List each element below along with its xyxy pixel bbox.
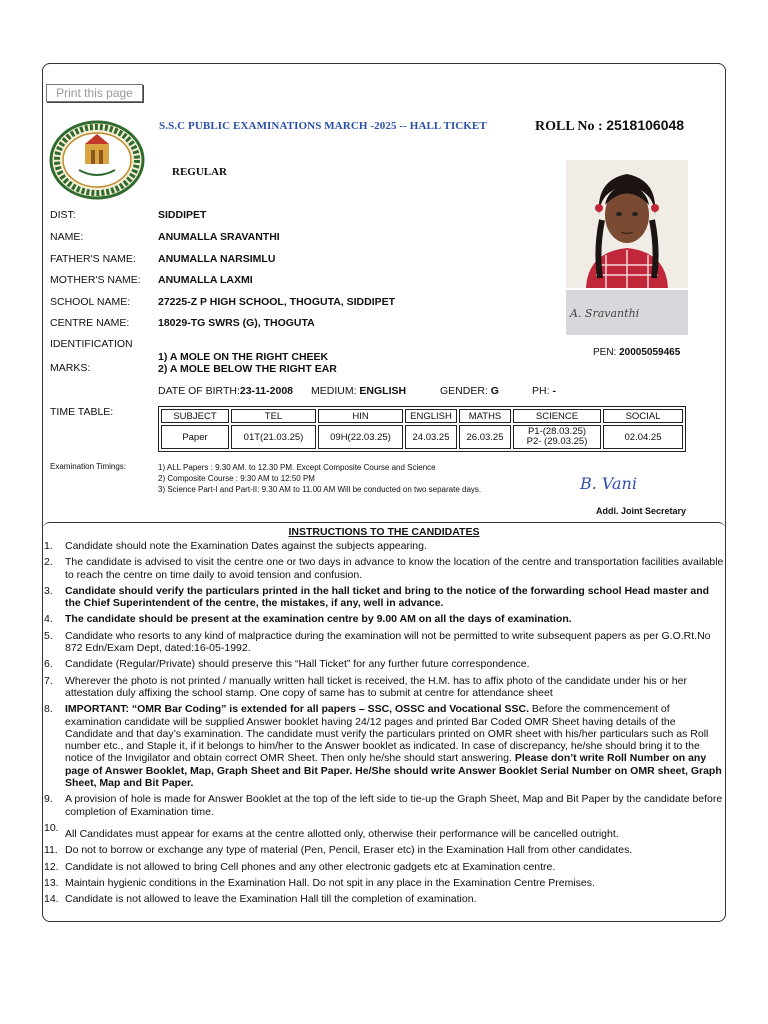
examination-timings-label: Examination Timings: <box>50 462 127 471</box>
gender-label: GENDER: <box>440 385 488 397</box>
roll-number <box>535 117 684 135</box>
tt-header-science: SCIENCE <box>513 409 601 423</box>
instruction-item: 12. Candidate is not allowed to bring Cell phones and any other electronic gadgets etc at Examination centre. <box>44 861 724 873</box>
candidate-photo <box>566 160 688 288</box>
secretary-signature-text: B. Vani <box>580 474 637 493</box>
instruction-item: 10. All Candidates must appear for exams at the centre allotted only, otherwise their performance will be cancelled outright. <box>44 822 724 840</box>
instruction-item: 2. The candidate is advised to visit the centre one or two days in advance to know the location of the centre and transportation facilities available to reach the centre on time daily to avoid tension and confusion. <box>44 556 724 581</box>
instructions-title: INSTRUCTIONS TO THE CANDIDATES <box>288 526 480 538</box>
instructions-list <box>44 540 724 909</box>
centre-name-label: CENTRE NAME: <box>50 317 130 329</box>
examination-timings <box>158 462 481 495</box>
instruction-text: Candidate should verify the particulars printed in the hall ticket and bring to the notice of the forwarding school Head master and the Chief Superintendent of the centre, the mistakes, if any, well in advance. <box>65 584 710 610</box>
secretary-signature-icon <box>578 465 688 499</box>
centre-name-value: 18029-TG SWRS (G), THOGUTA <box>158 317 315 329</box>
identification-mark-2: 2) A MOLE BELOW THE RIGHT EAR <box>158 363 337 375</box>
dob <box>158 385 293 397</box>
instruction-item: 9. A provision of hole is made for Answer Booklet at the top of the left side to tie-up the Graph Sheet, Map and Bit Paper by the candidate before completion of Examination time. <box>44 793 723 818</box>
father-name-label: FATHER'S NAME: <box>50 253 136 265</box>
mother-name-label: MOTHER'S NAME: <box>50 274 141 286</box>
tt-hin: 09H(22.03.25) <box>318 425 403 449</box>
mother-name-value: ANUMALLA LAXMI <box>158 274 253 286</box>
print-page-button[interactable]: Print this page <box>46 84 143 102</box>
name-value: ANUMALLA SRAVANTHI <box>158 231 280 243</box>
marks-label: MARKS: <box>50 362 91 374</box>
instruction-text: Wherever the photo is not printed / manually written hall ticket is received, the H.M. has to affix photo of the candidate under his or her attestation duly affixing the school stamp. One copy of same has to submit at centre for attendance sheet <box>65 674 687 699</box>
instruction-item: 13. Maintain hygienic conditions in the Examination Hall. Do not spit in any place in the Examination Centre Premises. <box>44 877 724 889</box>
instruction-item: 7. Wherever the photo is not printed / manually written hall ticket is received, the H.M. has to affix photo of the candidate under his or her attestation duly affixing the school stamp. One copy of same has to submit at centre for attendance sheet <box>44 675 724 700</box>
school-name-label: SCHOOL NAME: <box>50 296 131 308</box>
instruction-text: Candidate is not allowed to leave the Examination Hall till the completion of examination. <box>65 893 477 906</box>
medium-label: MEDIUM: <box>311 385 357 397</box>
father-name-value: ANUMALLA NARSIMLU <box>158 253 276 265</box>
instruction-text: Maintain hygienic conditions in the Examination Hall. Do not spit in any place in the Examination Centre Premises. <box>65 876 595 889</box>
instruction-important: IMPORTANT: “OMR Bar Coding” is extended for all papers – SSC, OSSC and Vocational SSC. <box>65 703 530 716</box>
instruction-item: 5. Candidate who resorts to any kind of malpractice during the examination will not be permitted to write subsequent papers as per G.O.Rt.No 872 Edn/Exam Dept, dated:16-05-1992. <box>44 630 724 655</box>
timing-line-2: 2) Composite Course : 9:30 AM to 12:50 PM <box>158 474 315 483</box>
instruction-text <box>65 703 724 789</box>
tt-maths: 26.03.25 <box>459 425 511 449</box>
time-table <box>158 406 686 452</box>
identification-label: IDENTIFICATION <box>50 338 133 350</box>
candidate-category: REGULAR <box>172 166 228 178</box>
candidate-signature-icon <box>566 290 688 335</box>
gender <box>440 385 499 397</box>
tt-tel: 01T(21.03.25) <box>231 425 316 449</box>
medium <box>311 385 406 397</box>
exam-title: S.S.C PUBLIC EXAMINATIONS MARCH -2025 -- HALL TICKET <box>159 120 487 132</box>
pen-value: 20005059465 <box>619 347 681 358</box>
name-label: NAME: <box>50 231 84 243</box>
instruction-body: Before the commencement of examination candidate will be supplied Answer booklet having 24/12 pages and printed Bar Coded OMR Sheet having details of the Candidate and that day’s examination. The candidate must verify the particulars printed on OMR sheet with his/her particulars such as Roll number etc., and Staple it, if it belongs to him/her to the Answer booklet as indicated. In case of discrepancy, he/she should bring it to the notice of the Invigilator and obtain correct OMR Sheet. Then only he/she should start answering. <box>65 703 709 765</box>
tt-subject: Paper <box>161 425 229 449</box>
telangana-seal-icon <box>49 120 145 200</box>
medium-value: ENGLISH <box>359 385 407 397</box>
tt-header-social: SOCIAL <box>603 409 683 423</box>
instruction-item: 8. IMPORTANT: “OMR Bar Coding” is extended for all papers – SSC, OSSC and Vocational SSC. Before the commencement of examination candidate will be supplied Answer booklet having 24/12 pages and printed Bar Coded OMR Sheet having details of the Candidate and that day’s examination. The candidate must verify the particulars printed on OMR sheet with his/her particulars such as Roll number etc., and Staple it, if it belongs to him/her to the Answer booklet as indicated. In case of discrepancy, he/she should bring it to the notice of the Invigilator and obtain correct OMR Sheet. Then only he/she should start answering. Please don’t write Roll Number on any page of Answer Booklet, Map, Graph Sheet and Bit Paper. He/She should write Answer Booklet Serial Number on OMR sheet, Graph Sheet, Map and Bit Paper. <box>44 703 724 789</box>
timing-line-1: 1) ALL Papers : 9.30 AM. to 12.30 PM. Except Composite Course and Science <box>158 463 436 472</box>
tt-science <box>513 425 601 449</box>
tt-header-maths: MATHS <box>459 409 511 423</box>
instruction-item: 14. Candidate is not allowed to leave the Examination Hall till the completion of examination. <box>44 893 724 905</box>
roll-label: ROLL No : <box>535 119 603 134</box>
tt-header-tel: TEL <box>231 409 316 423</box>
identification-mark-1: 1) A MOLE ON THE RIGHT CHEEK <box>158 351 329 363</box>
dob-value: 23-11-2008 <box>239 385 294 397</box>
instruction-text: Candidate (Regular/Private) should preserve this “Hall Ticket” for any further future correspondence. <box>65 658 530 671</box>
time-table-header-row <box>161 409 683 423</box>
instruction-text: The candidate should be present at the examination centre by 9.00 AM on all the days of examination. <box>65 613 572 626</box>
dist-label: DIST: <box>50 209 76 221</box>
secretary-title: Addl. Joint Secretary <box>596 506 687 516</box>
instruction-text: Candidate should note the Examination Dates against the subjects appearing. <box>65 540 427 552</box>
instruction-item: 11. Do not to borrow or exchange any type of material (Pen, Pencil, Eraser etc) in the Examination Hall from other candidates. <box>44 844 724 856</box>
time-table-label: TIME TABLE: <box>50 406 114 418</box>
gender-value: G <box>490 385 499 397</box>
pen-number <box>593 347 680 358</box>
time-table-row <box>161 425 683 449</box>
instruction-text: Candidate is not allowed to bring Cell phones and any other electronic gadgets etc at Examination centre. <box>65 860 556 873</box>
instruction-text: All Candidates must appear for exams at the centre allotted only, otherwise their performance will be cancelled outright. <box>65 827 619 840</box>
pen-label: PEN: <box>593 347 617 358</box>
instruction-text: A provision of hole is made for Answer Booklet at the top of the left side to tie-up the Graph Sheet, Map and Bit Paper by the candidate before completion of Examination time. <box>65 793 723 818</box>
instruction-text: The candidate is advised to visit the centre one or two days in advance to know the location of the centre and transportation facilities available to reach the centre on time daily to avoid tension and confusion. <box>65 556 724 581</box>
instruction-item: 6. Candidate (Regular/Private) should preserve this “Hall Ticket” for any further future correspondence. <box>44 658 724 670</box>
ph-label: PH: <box>532 385 550 397</box>
tt-science-p1: P1-(28.03.25) <box>527 426 587 437</box>
ph-value: - <box>552 385 556 397</box>
instruction-item: 1. Candidate should note the Examination Dates against the subjects appearing. <box>44 540 724 552</box>
instruction-item: 3. Candidate should verify the particulars printed in the hall ticket and bring to the notice of the forwarding school Head master and the Chief Superintendent of the centre, the mistakes, if any, well in advance. <box>44 585 724 610</box>
instruction-text: Do not to borrow or exchange any type of material (Pen, Pencil, Eraser etc) in the Examination Hall from other candidates. <box>65 844 633 857</box>
timing-line-3: 3) Science Part-I and Part-II: 9.30 AM to 11.00 AM Will be conducted on two separate days. <box>158 485 482 494</box>
candidate-signature <box>566 290 688 335</box>
dist-value: SIDDIPET <box>158 209 207 221</box>
instruction-item: 4. The candidate should be present at the examination centre by 9.00 AM on all the days of examination. <box>44 613 724 625</box>
roll-value: 2518106048 <box>606 117 685 133</box>
tt-header-subject: SUBJECT <box>161 409 229 423</box>
tt-header-english: ENGLISH <box>405 409 457 423</box>
tt-header-hin: HIN <box>318 409 403 423</box>
tt-english: 24.03.25 <box>405 425 457 449</box>
dob-label: DATE OF BIRTH: <box>158 385 240 397</box>
school-name-value: 27225-Z P HIGH SCHOOL, THOGUTA, SIDDIPET <box>158 296 396 308</box>
tt-social: 02.04.25 <box>603 425 683 449</box>
instruction-warning: Please don’t write Roll Number on any page of Answer Booklet, Map, Graph Sheet and Bit Paper. He/She should write Answer Booklet Serial Number on OMR sheet, Graph Sheet, Map and Bit Paper. <box>65 752 722 790</box>
tt-science-p2: P2- (29.03.25) <box>526 436 588 447</box>
instruction-text: Candidate who resorts to any kind of malpractice during the examination will not be permitted to write subsequent papers as per G.O.Rt.No 872 Edn/Exam Dept, dated:16-05-1992. <box>65 629 711 655</box>
candidate-signature-text: A. Sravanthi <box>570 307 640 320</box>
ph <box>532 385 556 397</box>
